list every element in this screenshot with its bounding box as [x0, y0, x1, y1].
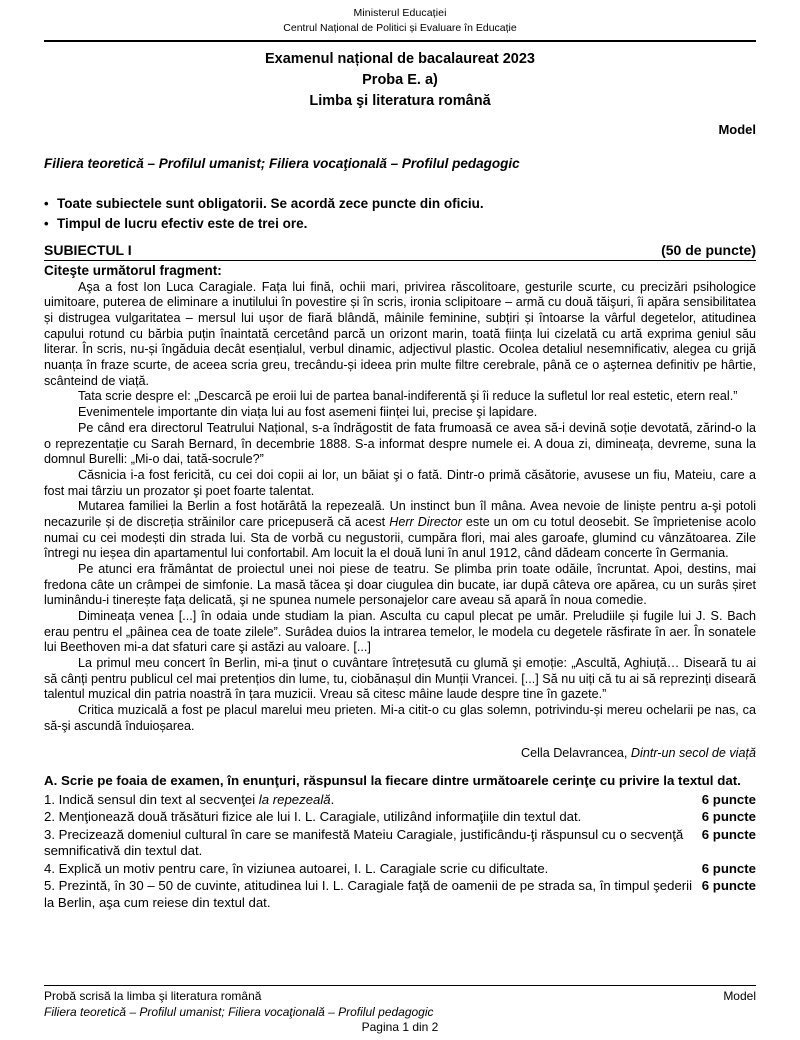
- footer-top-row: [44, 989, 756, 1005]
- fragment-paragraph: Căsnicia i-a fost fericită, cu cei doi copii ai lor, un băiat şi o fată. Dintr-o primă căsătorie, avusese un fiu, Mateiu, care a fost mai târziu un prozator şi poet foarte talentat.: [44, 467, 756, 498]
- exam-title-block: [44, 49, 756, 113]
- fragment-text: [44, 280, 756, 734]
- bullet-icon: •: [44, 195, 49, 211]
- footer-exam-name: Probă scrisă la limba şi literatura română: [44, 989, 262, 1004]
- model-label-top: Model: [718, 121, 756, 137]
- section-a-heading: A. Scrie pe foaia de examen, în enunţuri, răspunsul la fiecare dintre următoarele cerinţe cu privire la textul dat.: [44, 773, 741, 789]
- requirement-item: [44, 809, 756, 826]
- ministry-name: Ministerul Educației: [353, 7, 447, 19]
- fragment-paragraph: Critica muzicală a fost pe placul marelui meu prieten. Mi-a citit-o cu glas solemn, potrivindu-și mereu ochelarii pe nas, ca să-şi ascundă înduioșarea.: [44, 702, 756, 733]
- footer-model-label: Model: [723, 989, 756, 1004]
- page-spacer: [44, 911, 756, 985]
- requirement-points: 6 puncte: [701, 878, 756, 894]
- requirement-text: 1. Indică sensul din text al secvenţei la repezeală.: [44, 791, 335, 807]
- requirement-item: [44, 792, 756, 809]
- instruction-item-label: Timpul de lucru efectiv este de trei ore.: [57, 216, 308, 232]
- masthead: [44, 6, 756, 36]
- attribution-work-title: Dintr-un secol de viață: [630, 746, 756, 761]
- requirement-text: 5. Prezintă, în 30 – 50 de cuvinte, atitudinea lui I. L. Caragiale faţă de oamenii de pe strada sa, în timpul şederii la Berlin, aşa cum reiese din textul dat.: [44, 878, 693, 910]
- footer-page-number: Pagina 1 din 2: [361, 1020, 439, 1035]
- requirement-item: [44, 827, 756, 860]
- fragment-paragraph: La primul meu concert în Berlin, mi-a ținut o cuvântare întrețesută cu glumă şi emoție: „Ascultă, Aghiuță… Diseară tu ai să cânți pentru publicul cel mai pretențios din lume, tu, ciobănașul din Munții Vrancei. [...] Să nu uiți că tu ai să reprezinți diseară talentul muzical din patria noastră în țara muzicii. Vreau să citesc mâine laude despre tine în gazete.”: [44, 655, 756, 702]
- evaluation-center-name: Centrul Național de Politici și Evaluare în Educație: [283, 21, 517, 34]
- requirement-points: 6 puncte: [701, 809, 756, 825]
- requirement-item: [44, 861, 756, 878]
- fragment-paragraph: Dimineața venea [...] în odaia unde studiam la pian. Asculta cu capul plecat pe umăr. Preludiile și fugile lui J. S. Bach erau pentru el „pâinea cea de toate zilele”. Surâdea duios la intrarea temelor, le modela cu degetele răsfirate în aer. În sonatele lui Beethoven mi-a dat sfaturi care şi astăzi au valoare. [...]: [44, 608, 756, 655]
- footer-filiera-line: Filiera teoretică – Profilul umanist; Filiera vocaţională – Profilul pedagogic: [44, 1004, 434, 1019]
- page-footer: [44, 985, 756, 1040]
- fragment-paragraph: Aşa a fost Ion Luca Caragiale. Fața lui fină, ochii mari, privirea răscolitoare, gesturile scurte, cu precizări psihologice uimitoare, puterea de eliminare a inutilului în povestire și în scris, ironia sclipitoare – armă cu două tăişuri, îi apăra sensibilitatea și distrugea vulgaritatea – mersul lui ușor de fiară blândă, mâinile feminine, subțiri și întoarse la vârful degetelor, atitudinea capului rotund cu bărbia puțin înaintată cercetând parcă un orizont marin, toată ființa lui cizelată cu artă exprima geniul său literar. În scris, nu-și îngăduia decât esențialul, verbul dinamic, adjectivul plastic. Ocolea detaliul nesemnificativ, alegea cu grijă nuanța în fraze scurte, de aceea scria greu, trecându-și ideea prin multe filtre cerebrale, până ce o aşternea definitiv pe hârtie, scânteind de viață.: [44, 279, 756, 388]
- exam-title-line-1: Examenul național de bacalaureat 2023: [265, 50, 535, 67]
- fragment-paragraph: Pe când era directorul Teatrului Național, s-a îndrăgostit de fata frumoasă ce avea să-i devină soție devotată, zărind-o la o reprezentație cu Sarah Bernard, în decembrie 1888. S-a informat despre numele ei. A doua zi, dimineața, devreme, suna la domnul Burelli: „Mi-o dai, tată-socrule?”: [44, 420, 756, 467]
- italic-phrase: Herr Director: [389, 514, 462, 529]
- requirement-text: 2. Menţionează două trăsături fizice ale lui I. L. Caragiale, utilizând informaţiile din textul dat.: [44, 809, 582, 825]
- bullet-icon: •: [44, 216, 49, 232]
- masthead-divider: [44, 40, 756, 42]
- footer-divider: [44, 985, 756, 986]
- instruction-item: [44, 214, 756, 235]
- exam-title-line-2: Proba E. a): [362, 72, 438, 89]
- subject-points: (50 de puncte): [661, 241, 756, 258]
- requirement-text: 4. Explică un motiv pentru care, în viziunea autoarei, I. L. Caragiale scrie cu dificultate.: [44, 860, 549, 876]
- fragment-paragraph: Tata scrie despre el: „Descarcă pe eroii lui de partea banal-indiferentă şi îi reduce la sufletul lor real estetic, etern real.”: [78, 389, 738, 404]
- italic-phrase: la repezeală: [258, 791, 331, 807]
- subject-divider: [44, 260, 756, 261]
- requirements-list: [44, 791, 756, 912]
- instructions-list: [44, 194, 756, 235]
- read-fragment-instruction: Citeşte următorul fragment:: [44, 262, 222, 278]
- requirement-points: 6 puncte: [701, 791, 756, 807]
- requirement-item: [44, 878, 756, 911]
- requirement-points: 6 puncte: [701, 860, 756, 876]
- fragment-paragraph: Mutarea familiei la Berlin a fost hotărâtă la repezeală. Un instinct bun îl mâna. Avea nevoie de liniște pentru a-şi potoli necazurile și de discreția străinilor care pricepuseră că acest Herr Director este un om cu totul deosebit. Se împrietenise acolo numai cu cei modești din strada lui. Sta de vorbă cu negustorii, cumpăra flori, mai ales garoafe, glumind cu vânzătoarea. Zile întregi nu ieșea din apartamentul lui confortabil. Am locuit la el două luni în anul 1912, când dădeam concerte în Germania.: [44, 499, 757, 561]
- fragment-paragraph: Pe atunci era frământat de proiectul unei noi piese de teatru. Se plimba prin toate odăile, încruntat. Apoi, destins, mai fredona câte un crâmpei de simfonie. La masă tăcea şi doar ciugulea din bucate, iar după câteva ore apărea, cu un surâs șiret luminându-i tinerește fața delicată, şi ne spunea numele personajelor care aveau să apară în noua comedie.: [44, 561, 756, 608]
- filiera-profile-line: Filiera teoretică – Profilul umanist; Filiera vocaţională – Profilul pedagogic: [44, 155, 520, 171]
- instruction-item-label: Toate subiectele sunt obligatorii. Se acordă zece puncte din oficiu.: [57, 195, 484, 211]
- source-attribution: [44, 746, 756, 760]
- requirement-points: 6 puncte: [701, 826, 756, 842]
- instruction-item: [44, 194, 756, 215]
- exam-title-line-3: Limba şi literatura română: [309, 93, 491, 110]
- attribution-author: Cella Delavrancea,: [521, 746, 631, 761]
- requirement-text: 3. Precizează domeniul cultural în care se manifestă Mateiu Caragiale, justificându-ţi răspunsul cu o secvenţă semnificativă din textul dat.: [44, 826, 684, 859]
- subject-header: [44, 242, 756, 258]
- subject-label: SUBIECTUL I: [44, 241, 132, 258]
- fragment-paragraph: Evenimentele importante din viața lui au fost asemeni ființei lui, precise şi lapidare.: [78, 405, 538, 420]
